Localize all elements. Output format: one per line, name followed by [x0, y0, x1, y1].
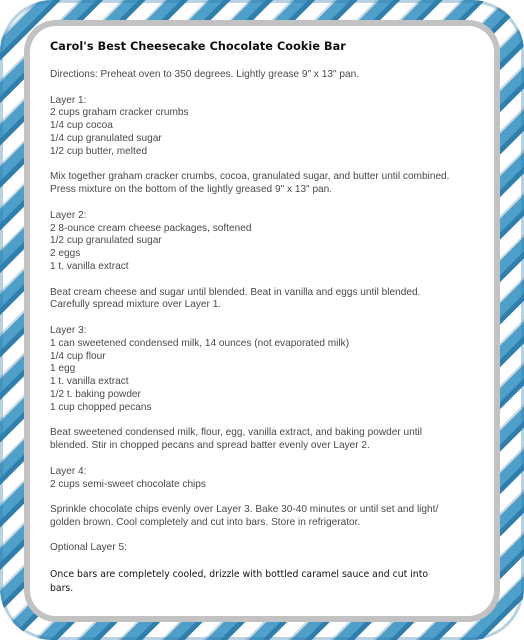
layer-5-heading: Optional Layer 5: — [50, 542, 127, 554]
ingredient: 1/2 t. baking powder — [50, 388, 141, 400]
ingredient: 1 cup chopped pecans — [50, 401, 152, 413]
ingredient: 1/4 cup flour — [50, 350, 106, 362]
layer-2-ingredients — [50, 210, 480, 274]
layer-4-ingredients — [50, 466, 480, 492]
ingredient: 2 eggs — [50, 248, 81, 260]
ingredient: 2 cups graham cracker crumbs — [50, 107, 189, 119]
method-line: Mix together graham cracker crumbs, cocoa, granulated sugar, and butter until combined. — [50, 171, 450, 183]
layer-4-method — [50, 504, 480, 530]
ingredient: 1 can sweetened condensed milk, 14 ounces (not evaporated milk) — [50, 337, 350, 349]
layer-3-ingredients — [50, 325, 480, 415]
directions-text: Directions: Preheat oven to 350 degrees. Lightly grease 9" x 13" pan. — [50, 69, 360, 80]
method-line: Carefully spread mixture over Layer 1. — [50, 299, 222, 311]
ingredient: 1 t. vanilla extract — [50, 376, 129, 388]
method-line: bars. — [50, 582, 74, 594]
method-line: Once bars are completely cooled, drizzle with bottled caramel sauce and cut into — [50, 569, 429, 581]
ingredient: 1/2 cup granulated sugar — [50, 235, 162, 247]
ingredient: 1 t. vanilla extract — [50, 260, 129, 272]
recipe-card — [30, 26, 494, 616]
method-line: golden brown. Cool completely and cut into bars. Store in refrigerator. — [50, 516, 361, 528]
layer-2-method — [50, 287, 480, 313]
layer-1-ingredients — [50, 95, 480, 159]
ingredient: 1/4 cup granulated sugar — [50, 132, 162, 144]
layer-3-method — [50, 427, 480, 453]
method-line: blended. Stir in chopped pecans and spread batter evenly over Layer 2. — [50, 440, 370, 452]
layer-2-heading: Layer 2: — [50, 209, 87, 221]
method-line: Beat cream cheese and sugar until blended. Beat in vanilla and eggs until blended. — [50, 286, 421, 298]
layer-1-method — [50, 171, 480, 197]
layer-5-method — [50, 568, 480, 595]
method-line: Beat sweetened condensed milk, flour, egg, vanilla extract, and baking powder until — [50, 427, 423, 439]
method-line: Press mixture on the bottom of the lightly greased 9" x 13" pan. — [50, 184, 333, 196]
recipe-title: Carol's Best Cheesecake Chocolate Cookie Bar — [50, 40, 346, 53]
layer-4-heading: Layer 4: — [50, 465, 87, 477]
ingredient: 2 cups semi-sweet chocolate chips — [50, 478, 206, 490]
layer-1-heading: Layer 1: — [50, 94, 87, 106]
method-line: Sprinkle chocolate chips evenly over Layer 3. Bake 30-40 minutes or until set and light/ — [50, 504, 439, 516]
layer-3-heading: Layer 3: — [50, 324, 87, 336]
ingredient: 2 8-ounce cream cheese packages, softened — [50, 222, 252, 234]
ingredient: 1 egg — [50, 363, 76, 375]
ingredient: 1/2 cup butter, melted — [50, 145, 148, 157]
ingredient: 1/4 cup cocoa — [50, 120, 113, 132]
